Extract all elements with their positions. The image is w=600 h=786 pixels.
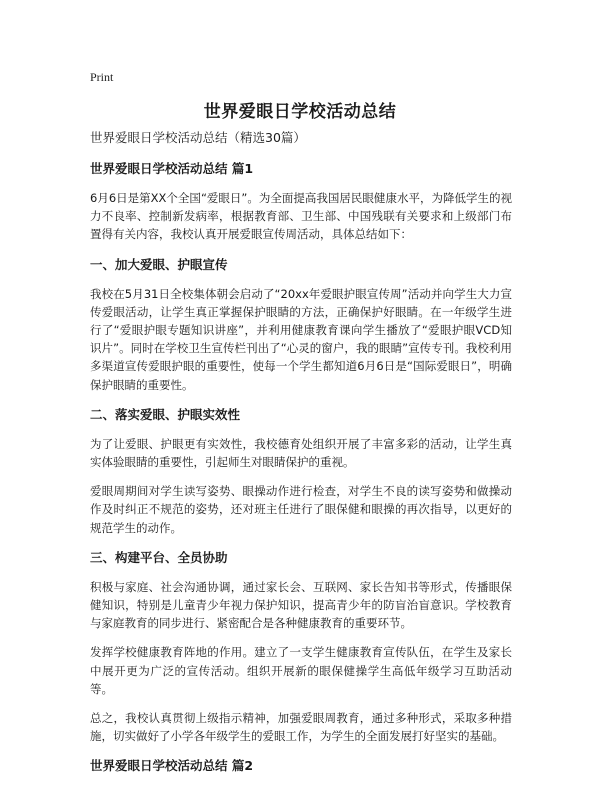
document-title: 世界爱眼日学校活动总结 [203,102,397,122]
paragraph-effectiveness-2: 爱眼周期间对学生读写姿势、眼操动作进行检查，对学生不良的读写姿势和做操动作及时纠正不规范的姿势，还对班主任进行了眼保健和眼操的再次指导，以更好的规范学生的动作。 [90,484,512,535]
subheading-platform: 三、构建平台、全员协助 [90,549,228,565]
document-subtitle: 世界爱眼日学校活动总结（精选30篇） [90,130,306,145]
document-body [90,128,512,786]
print-link[interactable]: Print [90,70,114,84]
paragraph-conclusion: 总之，我校认真贯彻上级指示精神，加强爱眼周教育，通过多种形式，采取多种措施，切实做好了小学各年级学生的爱眼工作，为学生的全面发展打好坚实的基础。 [90,711,512,744]
intro-paragraph: 6月6日是第XX个全国“爱眼日”。为全面提高我国居民眼健康水平，为降低学生的视力不良率、控制新发病率，根据教育部、卫生部、中国残联有关要求和上级部门布置得有关内容，我校认真开展爱眼宣传周活动，具体总结如下： [90,191,512,242]
paragraph-platform-1: 积极与家庭、社会沟通协调，通过家长会、互联网、家长告知书等形式，传播眼保健知识，特别是儿童青少年视力保护知识，提高青少年的防盲治盲意识。学校教育与家庭教育的同步进行、紧密配合是各种健康教育的重要环节。 [90,579,512,631]
subheading-publicity: 一、加大爱眼、护眼宣传 [90,256,228,272]
section-heading-1: 世界爱眼日学校活动总结 篇1 [90,161,254,176]
paragraph-publicity: 我校在5月31日全校集体朝会启动了“20xx年爱眼护眼宣传周”活动并向学生大力宣传爱眼活动，让学生真正掌握保护眼睛的方法，正确保护好眼睛。在一年级学生进行了“爱眼护眼专题知识讲座”，并利用健康教育课向学生播放了“爱眼护眼VCD知识片”。同时在学校卫生宣传栏刊出了“心灵的窗户，我的眼睛”宣传专刊。我校利用多渠道宣传爱眼护眼的重要性，使每一个学生都知道6月6日是“国际爱眼日”，明确保护眼睛的重要性。 [90,286,512,392]
section-heading-2: 世界爱眼日学校活动总结 篇2 [90,758,254,774]
paragraph-effectiveness-1: 为了让爱眼、护眼更有实效性，我校德育处组织开展了丰富多彩的活动，让学生真实体验眼睛的重要性，引起师生对眼睛保护的重视。 [90,436,512,470]
paragraph-platform-2: 发挥学校健康教育阵地的作用。建立了一支学生健康教育宣传队伍，在学生及家长中展开更为广泛的宣传活动。组织开展新的眼保健操学生高低年级学习互助活动等。 [90,645,512,696]
subheading-effectiveness: 二、落实爱眼、护眼实效性 [90,406,241,422]
